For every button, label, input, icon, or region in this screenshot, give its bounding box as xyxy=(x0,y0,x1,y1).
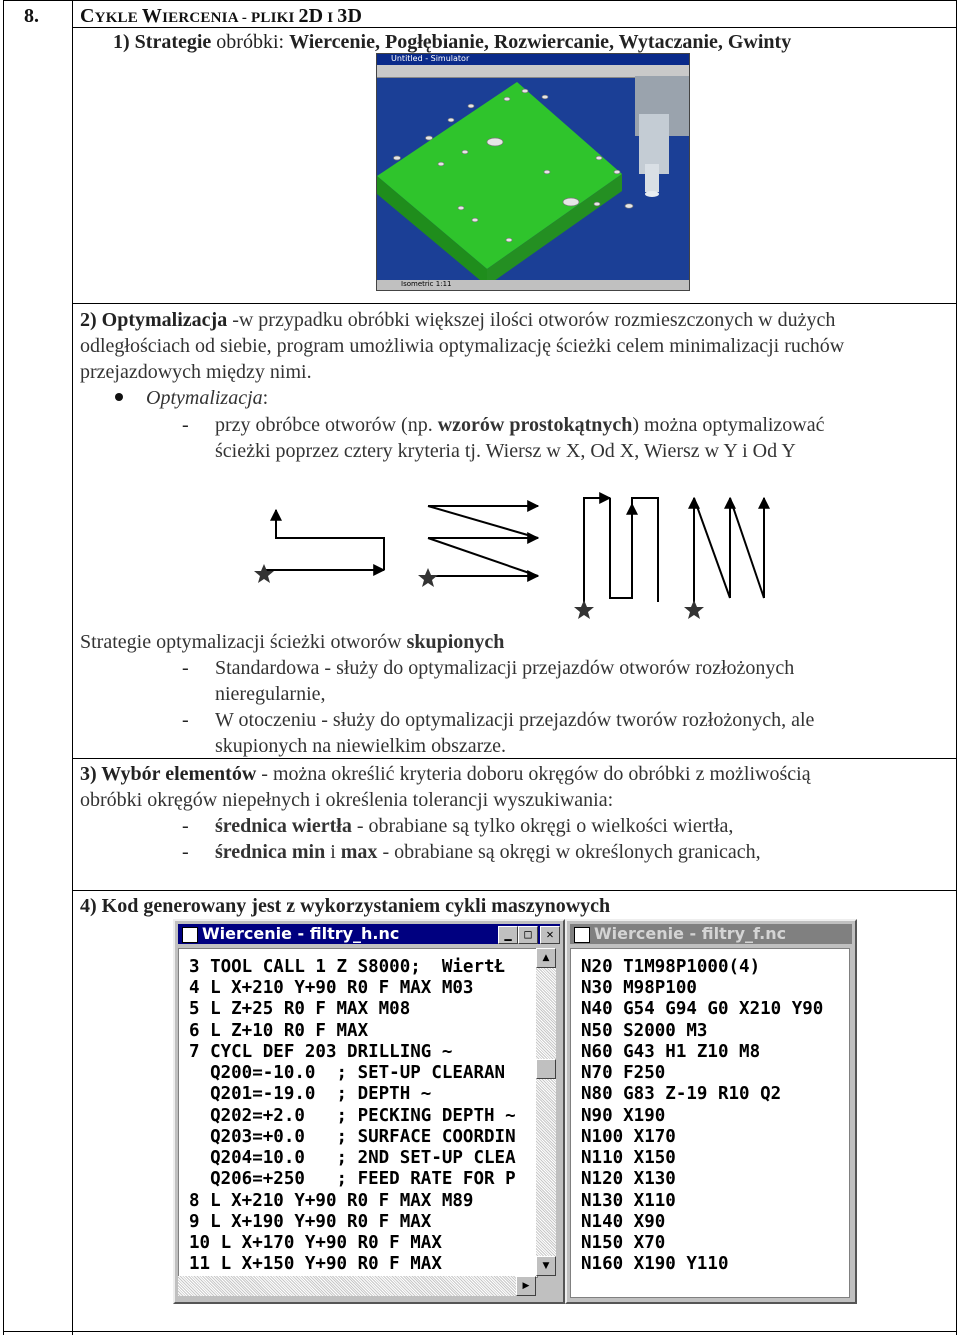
code-line: 10 L X+170 Y+90 R0 F MAX xyxy=(189,1233,442,1253)
start-star-icon xyxy=(254,564,274,583)
code-line: 4 L X+210 Y+90 R0 F MAX M03 xyxy=(189,978,474,998)
dash-marker: - xyxy=(182,657,189,679)
code-line: N110 X150 xyxy=(581,1148,676,1168)
code-line: N160 X190 Y110 xyxy=(581,1254,729,1274)
table-border-left xyxy=(3,0,4,1335)
item1-heading: 1) Strategie obróbki: Wiercenie, Pogłębianie, Rozwiercanie, Wytaczanie, Gwinty xyxy=(113,31,792,53)
code-line: N130 X110 xyxy=(581,1191,676,1211)
path-diagrams xyxy=(250,488,780,623)
code-line: 3 TOOL CALL 1 Z S8000; WiertŁ xyxy=(189,957,506,977)
code-line: Q201=-19.0 ; DEPTH ~ xyxy=(189,1084,432,1104)
section-title: CYKLE WIERCENIA - PLIKI 2D I 3D xyxy=(80,5,363,27)
code-editor[interactable] xyxy=(570,948,850,1298)
table-border-right xyxy=(956,0,957,1335)
code-line: 5 L Z+25 R0 F MAX M08 xyxy=(189,999,411,1019)
code-line: N70 F250 xyxy=(581,1063,666,1083)
row-divider xyxy=(72,890,957,891)
dash-marker: - xyxy=(182,841,189,863)
table-border-bottom xyxy=(3,1331,957,1332)
vertical-scrollbar[interactable] xyxy=(536,948,556,1276)
spindle-tool xyxy=(635,76,689,197)
code-editor[interactable] xyxy=(178,948,538,1278)
item2-line1: 2) Optymalizacja -w przypadku obróbki większej ilości otworów rozmieszczonych w dużych xyxy=(80,309,836,331)
item4-heading: 4) Kod generowany jest z wykorzystaniem cykli maszynowych xyxy=(80,895,611,917)
item3-sub1: średnica wiertła - obrabiane są tylko okręgi o wielkości wiertła, xyxy=(215,815,734,837)
code-line: Q202=+2.0 ; PECKING DEPTH ~ xyxy=(189,1106,516,1126)
start-star-icon xyxy=(574,600,594,619)
code-line: N40 G54 G94 G0 X210 Y90 xyxy=(581,999,824,1019)
scroll-thumb[interactable] xyxy=(536,1059,556,1079)
code-line: N50 S2000 M3 xyxy=(581,1021,708,1041)
diagram-from-y xyxy=(694,498,764,602)
scroll-up-arrow-icon[interactable]: ▲ xyxy=(536,948,556,968)
start-star-icon xyxy=(684,600,704,619)
code-line: 7 CYCL DEF 203 DRILLING ~ xyxy=(189,1042,453,1062)
bullet-dot xyxy=(115,393,123,401)
window-title: Wiercenie - filtry_f.nc xyxy=(594,924,787,943)
sub1-line1: przy obróbce otworów (np. wzorów prostokątnych) można optymalizować xyxy=(215,414,825,436)
cluster-item2-line2: skupionych na niewielkim obszarze. xyxy=(215,735,507,757)
item2-line3: przejazdowych między nimi. xyxy=(80,361,312,383)
code-window-fanuc[interactable] xyxy=(565,919,857,1304)
minimize-button[interactable]: ▁ xyxy=(498,926,518,944)
item3-sub2: średnica min i max - obrabiane są okręgi w określonych granicach, xyxy=(215,841,761,863)
item3-line1: 3) Wybór elementów - można określić kryteria doboru okręgów do obróbki z możliwością xyxy=(80,763,811,785)
item3-line2: obróbki okręgów niepełnych i określenia tolerancji wyszukiwania: xyxy=(80,789,614,811)
sub1-line2: ścieżki poprzez cztery kryteria tj. Wiersz w X, Od X, Wiersz w Y i Od Y xyxy=(215,440,796,462)
document-icon xyxy=(574,927,590,943)
drilled-plate-render xyxy=(377,54,689,290)
scroll-down-arrow-icon[interactable]: ▼ xyxy=(536,1256,556,1276)
cluster-item1-line1: Standardowa - służy do optymalizacji przejazdów otworów rozłożonych xyxy=(215,657,795,679)
code-line: N150 X70 xyxy=(581,1233,666,1253)
code-line: N60 G43 H1 Z10 M8 xyxy=(581,1042,761,1062)
code-line: N120 X130 xyxy=(581,1169,676,1189)
simulator-titlebar: Untitled - Simulator xyxy=(377,54,689,65)
simulator-screenshot xyxy=(376,53,690,291)
row-divider xyxy=(72,758,957,759)
diagram-row-in-x xyxy=(264,510,384,570)
code-line: 11 L X+150 Y+90 R0 F MAX xyxy=(189,1254,442,1274)
table-border-top xyxy=(3,0,957,1)
maximize-button[interactable]: □ xyxy=(518,926,538,944)
code-line: N90 X190 xyxy=(581,1106,666,1126)
diagram-row-in-y xyxy=(584,498,658,602)
code-line: Q204=10.0 ; 2ND SET-UP CLEA xyxy=(189,1148,516,1168)
code-line: Q203=+0.0 ; SURFACE COORDIN xyxy=(189,1127,516,1147)
code-line: 8 L X+210 Y+90 R0 F MAX M89 xyxy=(189,1191,474,1211)
code-line: N100 X170 xyxy=(581,1127,676,1147)
code-line: N80 G83 Z-19 R10 Q2 xyxy=(581,1084,782,1104)
cluster-item2-line1: W otoczeniu - służy do optymalizacji przejazdów tworów rozłożonych, ale xyxy=(215,709,815,731)
cluster-item1-line2: nieregularnie, xyxy=(215,683,326,705)
code-line: N140 X90 xyxy=(581,1212,666,1232)
bullet-optymalizacja: Optymalizacja: xyxy=(146,387,269,409)
code-line: Q200=-10.0 ; SET-UP CLEARAN xyxy=(189,1063,506,1083)
code-line: Q206=+250 ; FEED RATE FOR P xyxy=(189,1169,516,1189)
start-star-icon xyxy=(418,568,438,587)
code-line: 6 L Z+10 R0 F MAX xyxy=(189,1021,369,1041)
horizontal-scrollbar[interactable] xyxy=(178,1276,536,1296)
code-line: 9 L X+190 Y+90 R0 F MAX xyxy=(189,1212,432,1232)
cluster-heading: Strategie optymalizacji ścieżki otworów skupionych xyxy=(80,631,505,653)
row-divider xyxy=(72,303,957,304)
simulator-statusbar: Isometric 1:11 xyxy=(377,280,689,290)
code-line: N20 T1M98P1000(4) xyxy=(581,957,761,977)
scroll-right-arrow-icon[interactable]: ▶ xyxy=(516,1276,536,1296)
window-titlebar[interactable] xyxy=(570,924,852,944)
dash-marker: - xyxy=(182,815,189,837)
section-number: 8. xyxy=(24,5,39,27)
document-icon xyxy=(182,927,198,943)
table-column-divider xyxy=(72,0,73,1335)
close-button[interactable]: ✕ xyxy=(540,926,560,944)
code-line: N30 M98P100 xyxy=(581,978,697,998)
dash-marker: - xyxy=(182,709,189,731)
window-titlebar[interactable] xyxy=(178,924,560,944)
code-window-heidenhain[interactable] xyxy=(173,919,565,1304)
window-title: Wiercenie - filtry_h.nc xyxy=(202,924,400,943)
dash-marker: - xyxy=(182,414,189,436)
diagram-from-x xyxy=(428,506,538,576)
item2-line2: odległościach od siebie, program umożliwia optymalizację ścieżki celem minimalizacji ruchów xyxy=(80,335,845,357)
